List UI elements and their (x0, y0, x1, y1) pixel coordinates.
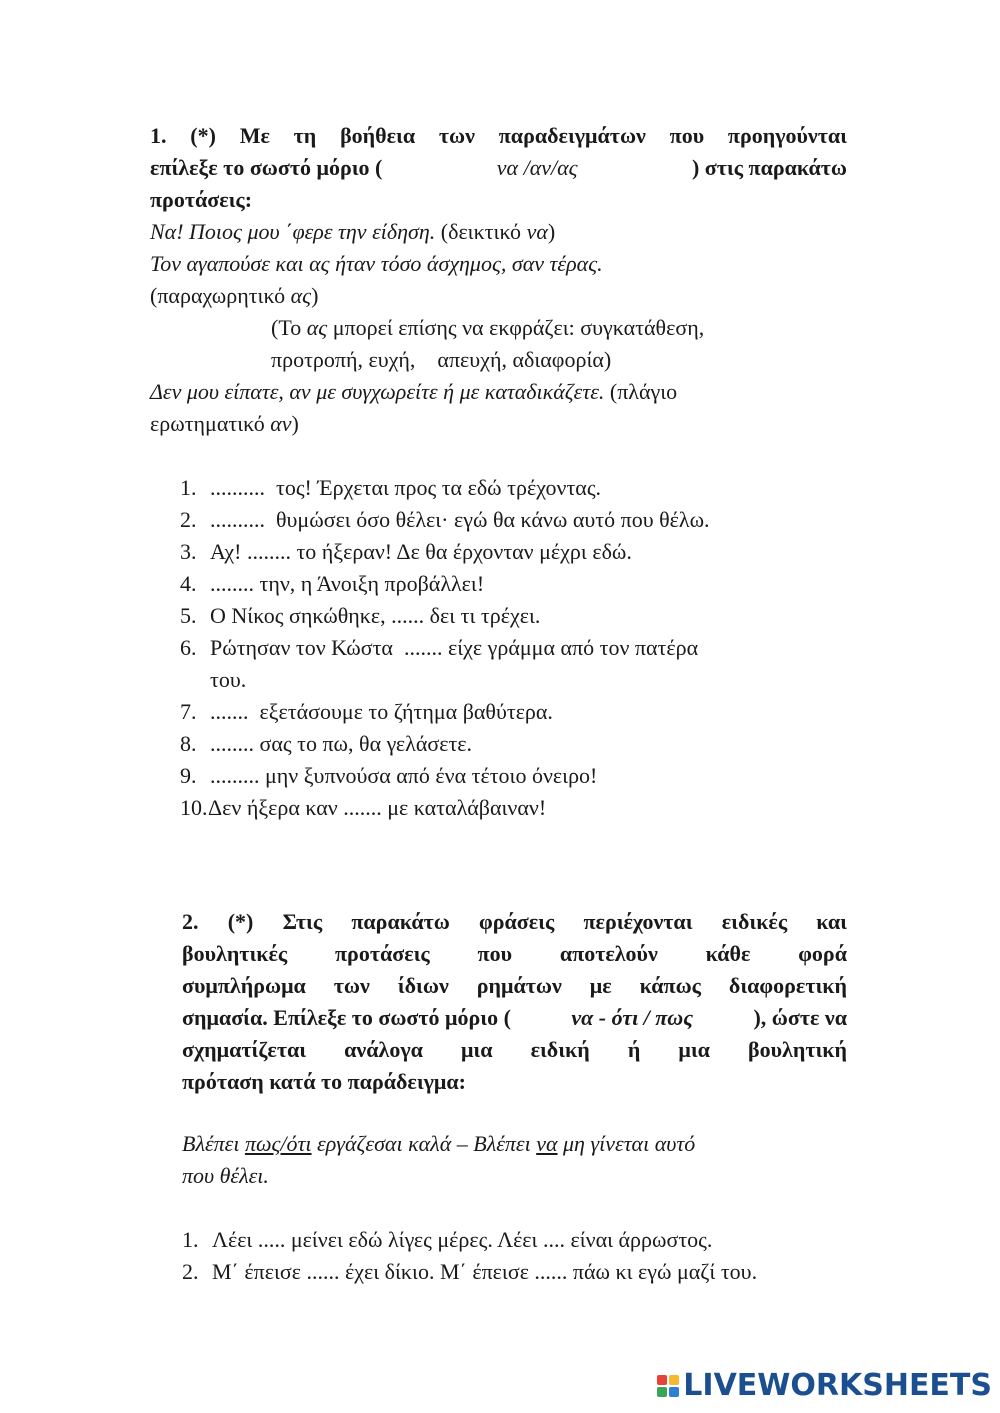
exercise1-item-5[interactable]: 5. Ο Νίκος σηκώθηκε, ...... δει τι τρέχει. (180, 603, 541, 628)
exercise1-item-10[interactable]: 10.Δεν ήξερα καν ....... με καταλάβαιναν! (180, 795, 547, 820)
liveworksheets-logo-text: LIVEWORKSHEETS (683, 1368, 992, 1403)
exercise1-item-3[interactable]: 3. Αχ! ........ το ήξεραν! Δε θα έρχονταν μέχρι εδώ. (180, 539, 632, 564)
usage-note-line2: προτροπή, ευχή, απευχή, αδιαφορία) (271, 347, 612, 372)
exercise1-item-8[interactable]: 8. ........ σας το πω, θα γελάσετε. (180, 731, 473, 756)
example-concessive-note: (παραχωρητικό ας) (150, 283, 319, 308)
section2-heading-line1: 2. (*) Στις παρακάτω φράσεις περιέχονται ειδικές και (182, 909, 847, 934)
section2-heading-line6: πρόταση κατά το παράδειγμα: (182, 1069, 467, 1094)
example-indirect-question-note: ερωτηματικό αν) (150, 411, 299, 436)
section2-heading-line5: σχηματίζεται ανάλογα μια ειδική ή μια βουλητική (182, 1037, 847, 1062)
usage-note-line1: (Το ας μπορεί επίσης να εκφράζει: συγκατάθεση, (271, 315, 705, 340)
logo-square-red (657, 1375, 667, 1385)
section2-heading-line2: βουλητικές προτάσεις που αποτελούν κάθε φορά (182, 941, 847, 966)
liveworksheets-logo[interactable] (657, 1369, 992, 1403)
exercise1-item-1[interactable]: 1. .......... τος! Έρχεται προς τα εδώ τρέχοντας. (180, 475, 602, 500)
exercise1-item-2[interactable]: 2. .......... θυμώσει όσο θέλει· εγώ θα κάνω αυτό που θέλω. (180, 507, 710, 532)
section1-heading-line3: προτάσεις: (150, 187, 253, 212)
liveworksheets-logo-icon (657, 1375, 679, 1397)
example-indirect-question: Δεν μου είπατε, αν με συγχωρείτε ή με καταδικάζετε. (πλάγιο (150, 379, 678, 404)
example-concessive: Τον αγαπούσε και ας ήταν τόσο άσχημος, σαν τέρας. (150, 251, 603, 276)
exercise1-item-6[interactable]: 6. Ρώτησαν τον Κώστα ....... είχε γράμμα από τον πατέρα (180, 635, 699, 660)
section1-heading-line1: 1. (*) Με τη βοήθεια των παραδειγμάτων που προηγούνται (150, 123, 847, 148)
logo-square-yellow (669, 1375, 679, 1385)
logo-square-blue (669, 1387, 679, 1397)
exercise1-item-9[interactable]: 9. ......... μην ξυπνούσα από ένα τέτοιο όνειρο! (180, 763, 598, 788)
section2-example-line1: Βλέπει πως/ότι εργάζεσαι καλά – Βλέπει να μη γίνεται αυτό (182, 1131, 696, 1156)
section2-example-line2: που θέλει. (182, 1163, 269, 1188)
exercise1-item-4[interactable]: 4. ........ την, η Άνοιξη προβάλλει! (180, 571, 485, 596)
section2-heading-line3: συμπλήρωμα των ίδιων ρημάτων με κάπως διαφορετική (182, 973, 847, 998)
section2-heading-line4: σημασία. Επίλεξε το σωστό μόριο ( να - ότι / πως ), ώστε να (182, 1005, 847, 1030)
exercise1-item-7[interactable]: 7. ....... εξετάσουμε το ζήτημα βαθύτερα. (180, 699, 553, 724)
section1-heading-line2: επίλεξε το σωστό μόριο ( να /αν/ας ) στις παρακάτω (150, 155, 847, 180)
exercise2-item-2[interactable]: 2. Μ΄ έπεισε ...... έχει δίκιο. Μ΄ έπεισε ...... πάω κι εγώ μαζί του. (182, 1259, 758, 1284)
exercise1-item-6-cont: του. (210, 667, 247, 692)
logo-square-green (657, 1387, 667, 1397)
exercise2-item-1[interactable]: 1. Λέει ..... μείνει εδώ λίγες μέρες. Λέει .... είναι άρρωστος. (182, 1227, 713, 1252)
example-deictic: Να! Ποιος μου ΄φερε την είδηση. (δεικτικό να) (150, 219, 556, 244)
